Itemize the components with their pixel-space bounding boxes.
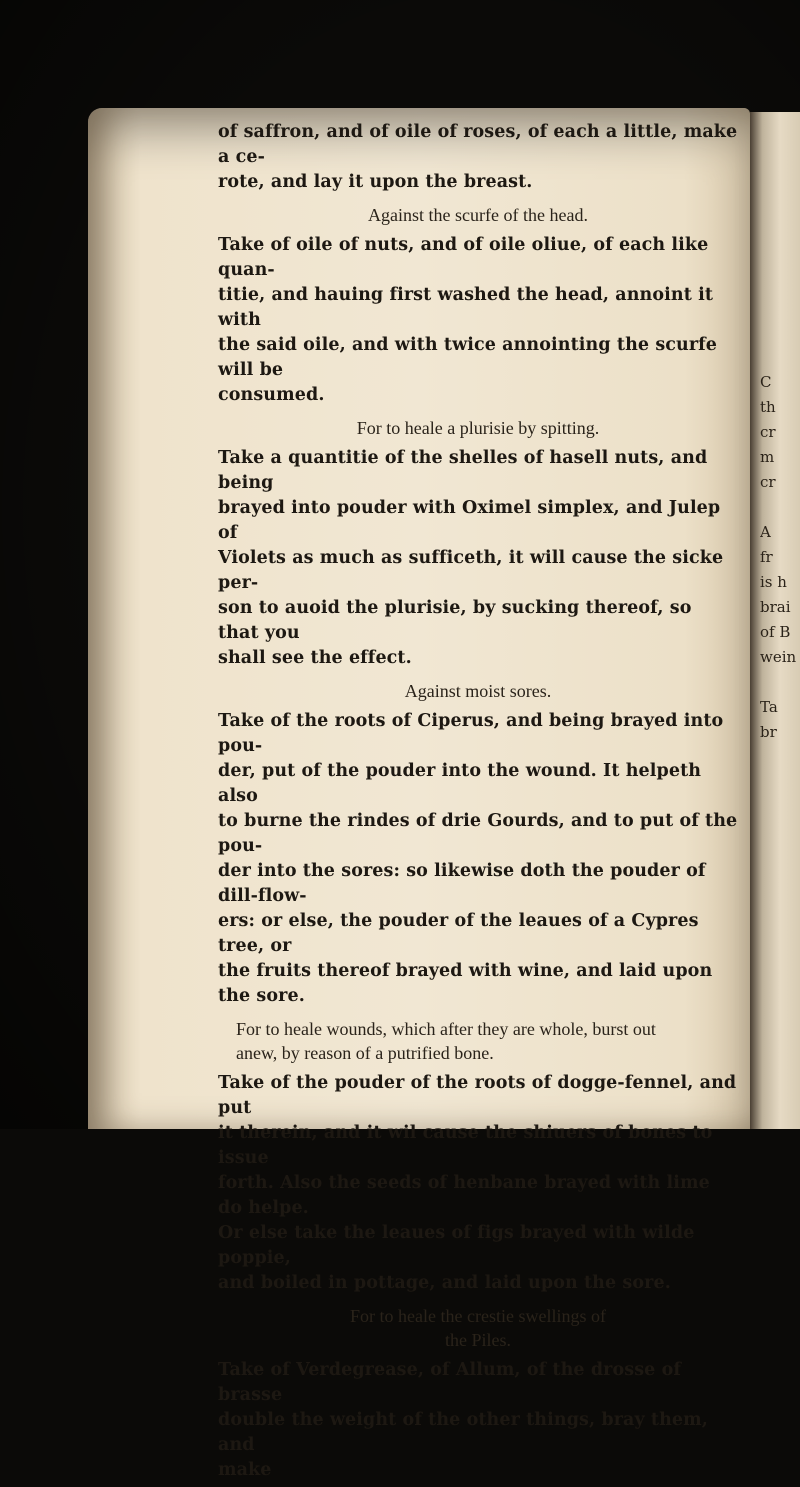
heading-line: Against the scurfe of the head. bbox=[368, 205, 588, 225]
facing-fragment bbox=[760, 670, 800, 695]
heading-line: For to heale the crestie swellings of bbox=[350, 1306, 606, 1326]
text-line: brayed into pouder with Oximel simplex, and Julep of bbox=[218, 498, 721, 543]
heading-line: For to heale wounds, which after they are whole, burst out bbox=[236, 1019, 656, 1039]
text-line: Take of oile of nuts, and of oile oliue, of each like quan- bbox=[218, 235, 709, 280]
facing-fragment: cr bbox=[760, 423, 776, 441]
text-line: son to auoid the plurisie, by sucking thereof, so that you bbox=[218, 598, 692, 643]
facing-fragment: C bbox=[760, 373, 772, 391]
recipe-paragraph bbox=[218, 1358, 738, 1483]
recipe-paragraph bbox=[218, 709, 738, 1009]
facing-fragment: m bbox=[760, 448, 775, 466]
text-line: forth. Also the seeds of henbane brayed with lime do helpe. bbox=[218, 1173, 710, 1218]
heading-line: Against moist sores. bbox=[404, 681, 552, 701]
text-line: Or else take the leaues of figs brayed with wilde poppie, bbox=[218, 1223, 695, 1268]
text-line: Take a quantitie of the shelles of hasell nuts, and being bbox=[218, 448, 708, 493]
facing-fragment: brai bbox=[760, 598, 791, 616]
heading-line: For to heale a plurisie by spitting. bbox=[356, 418, 600, 438]
facing-fragment: br bbox=[760, 723, 777, 741]
facing-page-text bbox=[760, 370, 800, 745]
text-line: and boiled in pottage, and laid upon the sore. bbox=[218, 1273, 671, 1293]
recipe-heading bbox=[218, 679, 738, 703]
text-line: the fruits thereof brayed with wine, and laid upon the sore. bbox=[218, 961, 713, 1006]
text-line: der into the sores: so likewise doth the pouder of dill-flow- bbox=[218, 861, 706, 906]
recipe-heading bbox=[236, 1017, 738, 1065]
text-line: of saffron, and of oile of roses, of each a little, make a ce- bbox=[218, 122, 738, 167]
facing-fragment: of B bbox=[760, 623, 791, 641]
text-line: titie, and hauing first washed the head, annoint it with bbox=[218, 285, 714, 330]
text-line: make bbox=[218, 1460, 272, 1480]
text-line: it therein, and it wil cause the shiuers of bones to issue bbox=[218, 1123, 713, 1168]
heading-line: anew, by reason of a putrified bone. bbox=[236, 1043, 494, 1063]
facing-fragment: cr bbox=[760, 473, 776, 491]
text-line: to burne the rindes of drie Gourds, and to put of the pou- bbox=[218, 811, 738, 856]
recipe-paragraph bbox=[218, 233, 738, 408]
text-line: double the weight of the other things, bray them, and bbox=[218, 1410, 708, 1455]
text-line: ers: or else, the pouder of the leaues of a Cypres tree, or bbox=[218, 911, 699, 956]
text-line: Violets as much as sufficeth, it will cause the sicke per- bbox=[218, 548, 724, 593]
text-line: consumed. bbox=[218, 385, 325, 405]
text-line: Take of the pouder of the roots of dogge-fennel, and put bbox=[218, 1073, 737, 1118]
facing-fragment: wein bbox=[760, 648, 797, 666]
text-line: the said oile, and with twice annointing the scurfe will be bbox=[218, 335, 718, 380]
facing-fragment: th bbox=[760, 398, 776, 416]
facing-fragment: Ta bbox=[760, 698, 778, 716]
recipe-paragraph bbox=[218, 446, 738, 671]
text-line: der, put of the pouder into the wound. It helpeth also bbox=[218, 761, 702, 806]
recipe-heading bbox=[218, 1304, 738, 1352]
facing-fragment bbox=[760, 495, 800, 520]
heading-line: the Piles. bbox=[445, 1330, 511, 1350]
text-line: Take of Verdegrease, of Allum, of the drosse of brasse bbox=[218, 1360, 682, 1405]
facing-fragment: fr bbox=[760, 548, 773, 566]
text-line: shall see the effect. bbox=[218, 648, 412, 668]
recipe-paragraph bbox=[218, 1071, 738, 1296]
page-text-block bbox=[218, 120, 738, 1487]
recipe-paragraph bbox=[218, 120, 738, 195]
text-line: rote, and lay it upon the breast. bbox=[218, 172, 533, 192]
text-line: Take of the roots of Ciperus, and being brayed into pou- bbox=[218, 711, 724, 756]
facing-fragment: A bbox=[760, 523, 771, 541]
recipe-heading bbox=[218, 203, 738, 227]
recipe-heading bbox=[218, 416, 738, 440]
facing-fragment: is h bbox=[760, 573, 787, 591]
